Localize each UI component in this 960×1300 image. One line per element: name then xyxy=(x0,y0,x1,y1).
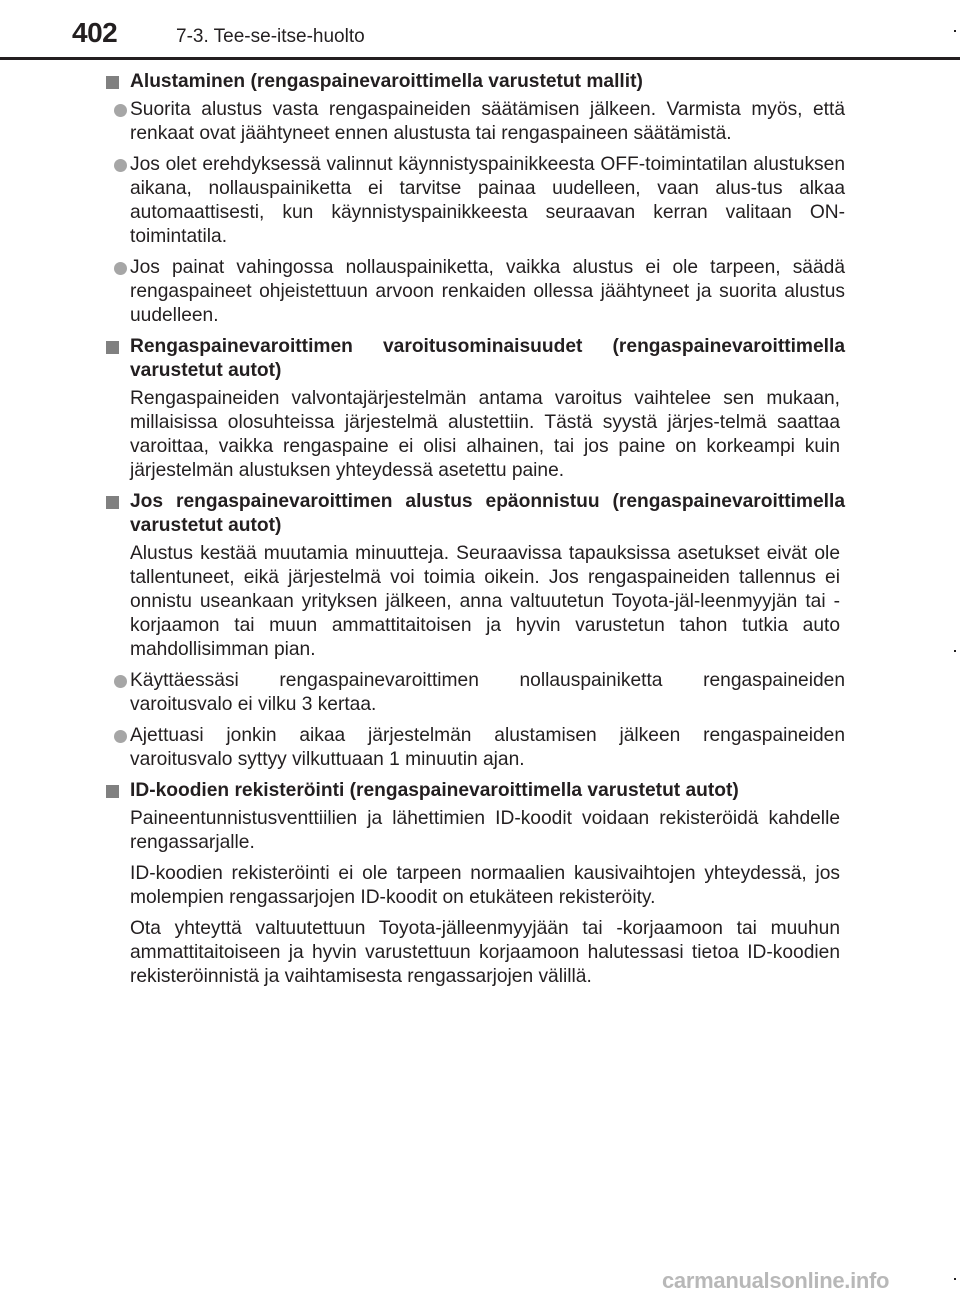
list-item: Ajettuasi jonkin aikaa järjestelmän alustamisen jälkeen rengaspaineiden varoitusvalo syttyy vilkuttuaan 1 minuutin ajan. xyxy=(105,724,845,772)
paragraph: Ota yhteyttä valtuutettuun Toyota-jälleenmyyjään tai -korjaamoon tai muuhun ammattitaitoiseen ja hyvin varustettuun korjaamoon halutessasi tietoa ID-koodien rekisteröinnistä ja vaihtamisesta rengassarjojen välillä. xyxy=(130,918,840,987)
section-initialization xyxy=(105,70,845,328)
circle-bullet-icon xyxy=(114,730,127,743)
section-id-registration xyxy=(105,779,845,989)
paragraph: Paineentunnistusventtiilien ja lähettimien ID-koodit voidaan rekisteröidä kahdelle rengassarjalle. xyxy=(130,808,840,853)
section-initialization-failure xyxy=(105,490,845,772)
circle-bullet-icon xyxy=(114,159,127,172)
crop-mark xyxy=(954,30,956,32)
watermark: carmanualsonline.info xyxy=(662,1268,890,1293)
list-item: Käyttäessäsi rengaspainevaroittimen nollauspainiketta rengaspaineiden varoitusvalo ei vilku 3 kertaa. xyxy=(105,669,845,717)
paragraph: Rengaspaineiden valvontajärjestelmän antama varoitus vaihtelee sen mukaan, millaisissa olosuhteissa järjestelmä alustettiin. Tästä syystä järjes-telmä saattaa varoittaa, vaikka rengaspaine ei olisi alhainen, tai jos paine on korkeampi kuin järjestelmän alustuksen yhteydessä asetettu paine. xyxy=(130,388,840,481)
section-heading: Rengaspainevaroittimen varoitusominaisuudet (rengaspainevaroittimella varustetut autot) xyxy=(105,335,845,383)
section-heading: Alustaminen (rengaspainevaroittimella varustetut mallit) xyxy=(105,70,845,94)
square-bullet-icon xyxy=(106,496,119,509)
square-bullet-icon xyxy=(106,341,119,354)
paragraph: ID-koodien rekisteröinti ei ole tarpeen normaalien kausivaihtojen yhteydessä, jos molempien rengassarjojen ID-koodit on etukäteen rekisteröity. xyxy=(130,863,840,908)
list-item: Jos painat vahingossa nollauspainiketta, vaikka alustus ei ole tarpeen, säädä rengaspaineet ohjeistettuun arvoon renkaiden ollessa jäähtyneet ja suorita alustus uudelleen. xyxy=(105,256,845,328)
section-heading: Jos rengaspainevaroittimen alustus epäonnistuu (rengaspainevaroittimella varustetut autot) xyxy=(105,490,845,538)
list-item: Jos olet erehdyksessä valinnut käynnistyspainikkeesta OFF-toimintatilan alustuksen aikana, nollauspainiketta ei tarvitse painaa uudelleen, vaan alus-tus alkaa automaattisesti, kun käynnistyspainikkeesta seuraavan kerran valitaan ON-toimintatila. xyxy=(105,153,845,249)
circle-bullet-icon xyxy=(114,104,127,117)
page-body xyxy=(105,70,845,996)
list-item: Suorita alustus vasta rengaspaineiden säätämisen jälkeen. Varmista myös, että renkaat ovat jäähtyneet ennen alustusta tai rengaspaineen säätämistä. xyxy=(105,98,845,146)
square-bullet-icon xyxy=(106,785,119,798)
chapter-title: 7-3. Tee-se-itse-huolto xyxy=(176,26,365,47)
page-header xyxy=(0,0,960,60)
circle-bullet-icon xyxy=(114,675,127,688)
crop-mark xyxy=(954,650,956,652)
crop-mark xyxy=(954,1278,956,1280)
page-number: 402 xyxy=(72,17,118,48)
paragraph: Alustus kestää muutamia minuutteja. Seuraavissa tapauksissa asetukset eivät ole tallentuneet, eikä järjestelmä voi toimia oikein. Jos rengaspaineiden tallennus ei onnistu useankaan yrityksen jälkeen, anna valtuutetun Toyota-jäl-leenmyyjän tai -korjaamon tai muun ammattitaitoisen ja hyvin varustetun tahon tutkia auto mahdollisimman pian. xyxy=(130,543,840,660)
section-warning-features xyxy=(105,335,845,483)
section-heading: ID-koodien rekisteröinti (rengaspainevaroittimella varustetut autot) xyxy=(105,779,845,803)
header-rule xyxy=(0,57,960,60)
circle-bullet-icon xyxy=(114,262,127,275)
square-bullet-icon xyxy=(106,76,119,89)
